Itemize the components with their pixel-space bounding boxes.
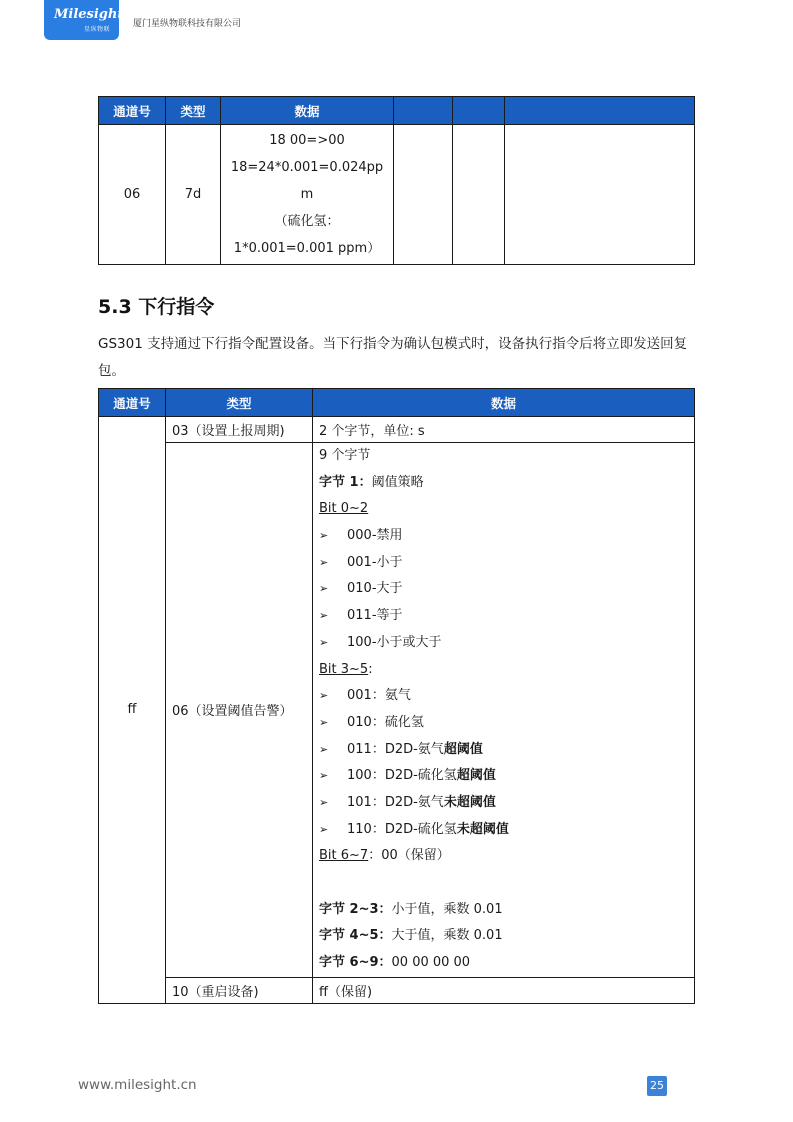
- gas-name: D2D-硫化氢: [384, 821, 457, 837]
- cell-channel: ff: [99, 417, 166, 1004]
- table-row: [99, 443, 695, 978]
- gas-code: 101：: [347, 794, 385, 810]
- data-line: m: [300, 187, 314, 202]
- cell-data: ff（保留): [313, 977, 695, 1003]
- byte-desc: 小于值，乘数 0.01: [391, 901, 503, 917]
- list-item-text: 010-大于: [347, 581, 403, 597]
- cell-type: 06（设置阈值告警）: [166, 443, 313, 978]
- list-item: [319, 630, 688, 657]
- byte-label: 字节 2~3：: [319, 901, 392, 917]
- list-item: [319, 576, 688, 603]
- list-item-text: 100-小于或大于: [347, 634, 442, 650]
- cell-data: [221, 125, 394, 265]
- gas-name: 硫化氢: [384, 714, 424, 730]
- gas-code: 100：: [347, 768, 385, 784]
- downlink-table: [98, 388, 695, 1004]
- section-title: 5.3 下行指令: [98, 296, 215, 318]
- blank-line: [319, 870, 688, 897]
- gas-code: 001：: [347, 688, 385, 704]
- list-item: [319, 683, 688, 710]
- header-channel: 通道号: [99, 97, 166, 125]
- byte-label: 字节 4~5：: [319, 928, 392, 944]
- table-header-row: [99, 389, 695, 417]
- logo-subtext: 星纵物联: [84, 26, 111, 33]
- list-item-text: 011-等于: [347, 608, 403, 624]
- cell-type: 10（重启设备): [166, 977, 313, 1003]
- cell-empty: [394, 125, 453, 265]
- gas-name: D2D-氨气: [384, 794, 444, 810]
- data-line: 18=24*0.001=0.024pp: [230, 160, 384, 175]
- data-line: （硫化氢：: [274, 214, 340, 229]
- header-data: 数据: [313, 389, 695, 417]
- data-line: [319, 843, 688, 870]
- byte-label: 字节 6~9：: [319, 955, 392, 971]
- list-item: [319, 523, 688, 550]
- table-header-row: [99, 97, 695, 125]
- arrow-bullet-icon: ➢: [319, 582, 329, 596]
- cell-empty: [453, 125, 505, 265]
- list-item: [319, 763, 688, 790]
- data-line: [319, 923, 688, 950]
- cell-data: [313, 443, 695, 978]
- table-row: [99, 977, 695, 1003]
- milesight-logo: [44, 0, 124, 40]
- logo-text: Milesight: [54, 7, 124, 22]
- page-header: [44, 0, 744, 40]
- gas-name: D2D-硫化氢: [384, 768, 457, 784]
- header-channel: 通道号: [99, 389, 166, 417]
- list-item-text: 000-禁用: [347, 528, 403, 544]
- cell-empty: [505, 125, 695, 265]
- byte-desc: 大于值，乘数 0.01: [391, 928, 503, 944]
- gas-code: 010：: [347, 714, 385, 730]
- cell-data: 2 个字节，单位: s: [313, 417, 695, 443]
- data-line: [319, 657, 688, 684]
- bit-range: Bit 0~2: [319, 501, 369, 517]
- data-line: [319, 950, 688, 977]
- threshold-label: 未超阈值: [443, 794, 496, 810]
- arrow-bullet-icon: ➢: [319, 715, 329, 729]
- list-item: [319, 710, 688, 737]
- data-line: 9 个字节: [319, 448, 371, 463]
- gas-code: 011：: [347, 741, 385, 757]
- byte-desc: 00 00 00 00: [391, 955, 471, 971]
- list-item-text: 001-小于: [347, 554, 403, 570]
- data-line: [319, 496, 688, 523]
- bit-range: Bit 3~5: [319, 661, 369, 677]
- footer-url: www.milesight.cn: [78, 1077, 197, 1093]
- company-name: 厦门星纵物联科技有限公司: [133, 19, 242, 29]
- list-item: [319, 790, 688, 817]
- list-item: [319, 550, 688, 577]
- cell-type: 7d: [166, 125, 221, 265]
- threshold-label: 未超阈值: [456, 821, 509, 837]
- threshold-label: 超阈值: [443, 741, 483, 757]
- cell-type: 03（设置上报周期): [166, 417, 313, 443]
- arrow-bullet-icon: ➢: [319, 635, 329, 649]
- arrow-bullet-icon: ➢: [319, 822, 329, 836]
- header-type: 类型: [166, 97, 221, 125]
- page-number: 25: [647, 1076, 667, 1096]
- threshold-label: 超阈值: [456, 768, 496, 784]
- section-paragraph: GS301 支持通过下行指令配置设备。当下行指令为确认包模式时，设备执行指令后将立即发送回复包。: [98, 336, 688, 379]
- arrow-bullet-icon: ➢: [319, 742, 329, 756]
- table-row: [99, 125, 695, 265]
- arrow-bullet-icon: ➢: [319, 555, 329, 569]
- uplink-table-continued: [98, 96, 695, 265]
- data-line: [319, 470, 688, 497]
- cell-channel: 06: [99, 125, 166, 265]
- bit-value: ：00（保留）: [368, 848, 450, 864]
- arrow-bullet-icon: ➢: [319, 795, 329, 809]
- arrow-bullet-icon: ➢: [319, 689, 329, 703]
- byte-desc: 阈值策略: [371, 474, 424, 490]
- data-line: 1*0.001=0.001 ppm）: [233, 241, 381, 256]
- byte-label: 字节 1：: [319, 474, 372, 490]
- table-row: [99, 417, 695, 443]
- arrow-bullet-icon: ➢: [319, 609, 329, 623]
- bit-range: Bit 6~7: [319, 848, 369, 864]
- list-item: [319, 817, 688, 844]
- gas-name: 氨气: [384, 688, 411, 704]
- header-type: 类型: [166, 389, 313, 417]
- arrow-bullet-icon: ➢: [319, 529, 329, 543]
- header-data: 数据: [221, 97, 394, 125]
- header-empty: [394, 97, 453, 125]
- header-empty: [505, 97, 695, 125]
- header-empty: [453, 97, 505, 125]
- bit-colon: :: [368, 661, 373, 677]
- gas-name: D2D-氨气: [384, 741, 444, 757]
- list-item: [319, 603, 688, 630]
- arrow-bullet-icon: ➢: [319, 769, 329, 783]
- list-item: [319, 737, 688, 764]
- data-line: [319, 897, 688, 924]
- gas-code: 110：: [347, 821, 385, 837]
- data-line: 18 00=>00: [269, 133, 345, 148]
